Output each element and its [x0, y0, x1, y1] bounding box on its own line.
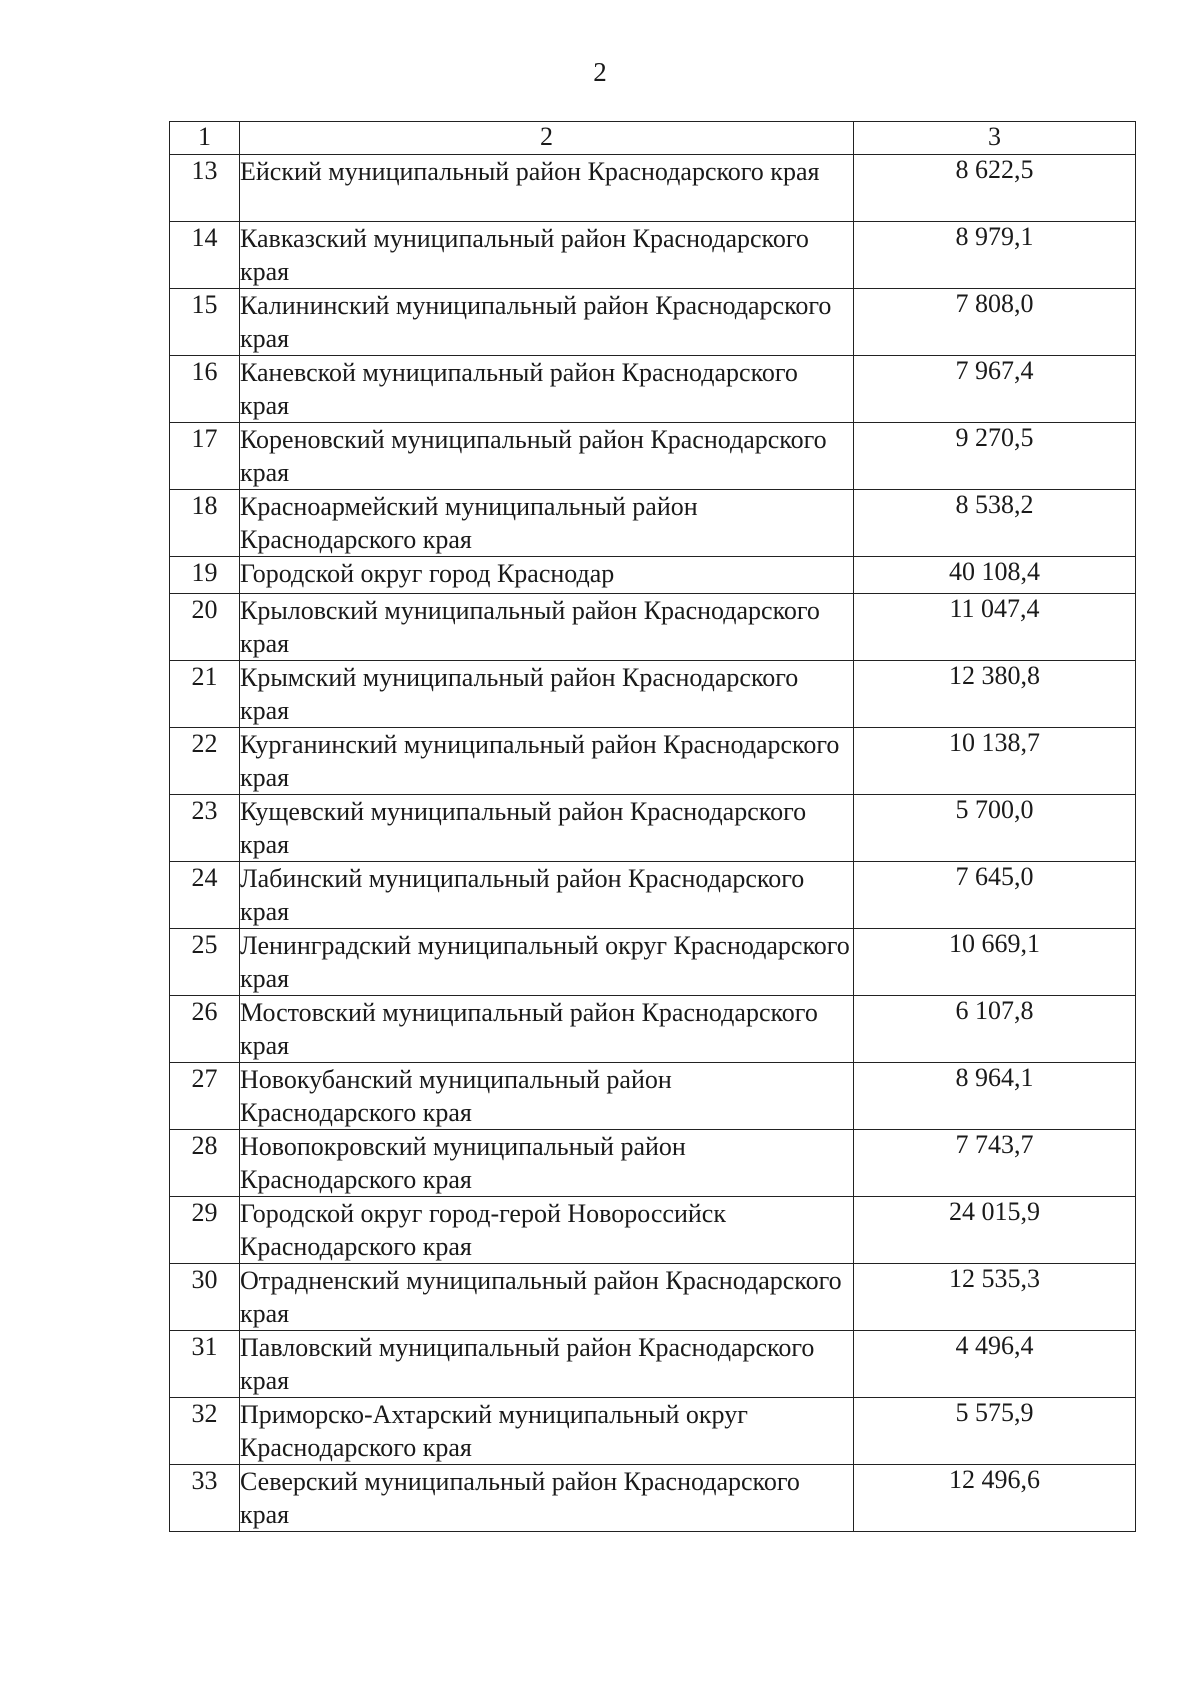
page-number: 2 — [593, 57, 607, 87]
amount-value: 10 669,1 — [854, 929, 1136, 996]
amount-value: 7 967,4 — [854, 356, 1136, 423]
municipality-name: Крыловский муниципальный район Краснодарского края — [240, 594, 854, 661]
row-number: 25 — [170, 929, 240, 996]
row-number: 24 — [170, 862, 240, 929]
amount-value: 11 047,4 — [854, 594, 1136, 661]
table-header-row — [170, 122, 1136, 155]
amount-value: 5 575,9 — [854, 1398, 1136, 1465]
table-row — [170, 1063, 1136, 1130]
column-header: 1 — [170, 122, 240, 155]
municipality-name: Павловский муниципальный район Краснодарского края — [240, 1331, 854, 1398]
amount-value: 6 107,8 — [854, 996, 1136, 1063]
row-number: 16 — [170, 356, 240, 423]
municipality-name: Городской округ город Краснодар — [240, 557, 854, 594]
amount-value: 8 964,1 — [854, 1063, 1136, 1130]
amount-value: 8 979,1 — [854, 222, 1136, 289]
row-number: 23 — [170, 795, 240, 862]
municipality-name: Крымский муниципальный район Краснодарского края — [240, 661, 854, 728]
table-row — [170, 1331, 1136, 1398]
municipality-name: Кореновский муниципальный район Краснодарского края — [240, 423, 854, 490]
table-row — [170, 356, 1136, 423]
row-number: 17 — [170, 423, 240, 490]
table-row — [170, 795, 1136, 862]
amount-value: 9 270,5 — [854, 423, 1136, 490]
municipality-name: Кущевский муниципальный район Краснодарского края — [240, 795, 854, 862]
municipality-name: Ленинградский муниципальный округ Краснодарского края — [240, 929, 854, 996]
table-row — [170, 557, 1136, 594]
table-row — [170, 728, 1136, 795]
table-row — [170, 929, 1136, 996]
row-number: 32 — [170, 1398, 240, 1465]
row-number: 15 — [170, 289, 240, 356]
municipality-name: Северский муниципальный район Краснодарского края — [240, 1465, 854, 1532]
row-number: 21 — [170, 661, 240, 728]
amount-value: 10 138,7 — [854, 728, 1136, 795]
table-row — [170, 1465, 1136, 1532]
amount-value: 12 496,6 — [854, 1465, 1136, 1532]
amount-value: 7 743,7 — [854, 1130, 1136, 1197]
table-row — [170, 1130, 1136, 1197]
row-number: 14 — [170, 222, 240, 289]
table-row — [170, 996, 1136, 1063]
municipality-name: Калининский муниципальный район Краснодарского края — [240, 289, 854, 356]
municipality-name: Отрадненский муниципальный район Краснодарского края — [240, 1264, 854, 1331]
table-row — [170, 1197, 1136, 1264]
table-row — [170, 862, 1136, 929]
amount-value: 7 808,0 — [854, 289, 1136, 356]
amount-value: 5 700,0 — [854, 795, 1136, 862]
row-number: 28 — [170, 1130, 240, 1197]
row-number: 30 — [170, 1264, 240, 1331]
municipality-name: Городской округ город-герой Новороссийск Краснодарского края — [240, 1197, 854, 1264]
municipality-name: Приморско-Ахтарский муниципальный округ Краснодарского края — [240, 1398, 854, 1465]
municipality-name: Ейский муниципальный район Краснодарского края — [240, 155, 854, 222]
amount-value: 24 015,9 — [854, 1197, 1136, 1264]
amount-value: 12 380,8 — [854, 661, 1136, 728]
column-header: 2 — [240, 122, 854, 155]
amount-value: 4 496,4 — [854, 1331, 1136, 1398]
municipality-name: Новокубанский муниципальный район Краснодарского края — [240, 1063, 854, 1130]
data-table — [169, 121, 1136, 1532]
row-number: 19 — [170, 557, 240, 594]
table-row — [170, 1264, 1136, 1331]
municipality-name: Лабинский муниципальный район Краснодарского края — [240, 862, 854, 929]
table-row — [170, 594, 1136, 661]
amount-value: 8 622,5 — [854, 155, 1136, 222]
table-row — [170, 490, 1136, 557]
municipality-name: Мостовский муниципальный район Краснодарского края — [240, 996, 854, 1063]
table-row — [170, 661, 1136, 728]
amount-value: 40 108,4 — [854, 557, 1136, 594]
row-number: 18 — [170, 490, 240, 557]
table-row — [170, 222, 1136, 289]
table-row — [170, 423, 1136, 490]
municipality-name: Красноармейский муниципальный район Краснодарского края — [240, 490, 854, 557]
table-row — [170, 1398, 1136, 1465]
municipality-name: Кавказский муниципальный район Краснодарского края — [240, 222, 854, 289]
row-number: 29 — [170, 1197, 240, 1264]
table-row — [170, 289, 1136, 356]
row-number: 22 — [170, 728, 240, 795]
municipality-name: Новопокровский муниципальный район Краснодарского края — [240, 1130, 854, 1197]
table-row — [170, 155, 1136, 222]
row-number: 20 — [170, 594, 240, 661]
amount-value: 7 645,0 — [854, 862, 1136, 929]
row-number: 27 — [170, 1063, 240, 1130]
row-number: 13 — [170, 155, 240, 222]
row-number: 33 — [170, 1465, 240, 1532]
amount-value: 8 538,2 — [854, 490, 1136, 557]
column-header: 3 — [854, 122, 1136, 155]
municipality-name: Курганинский муниципальный район Краснодарского края — [240, 728, 854, 795]
amount-value: 12 535,3 — [854, 1264, 1136, 1331]
row-number: 31 — [170, 1331, 240, 1398]
municipality-name: Каневской муниципальный район Краснодарского края — [240, 356, 854, 423]
row-number: 26 — [170, 996, 240, 1063]
